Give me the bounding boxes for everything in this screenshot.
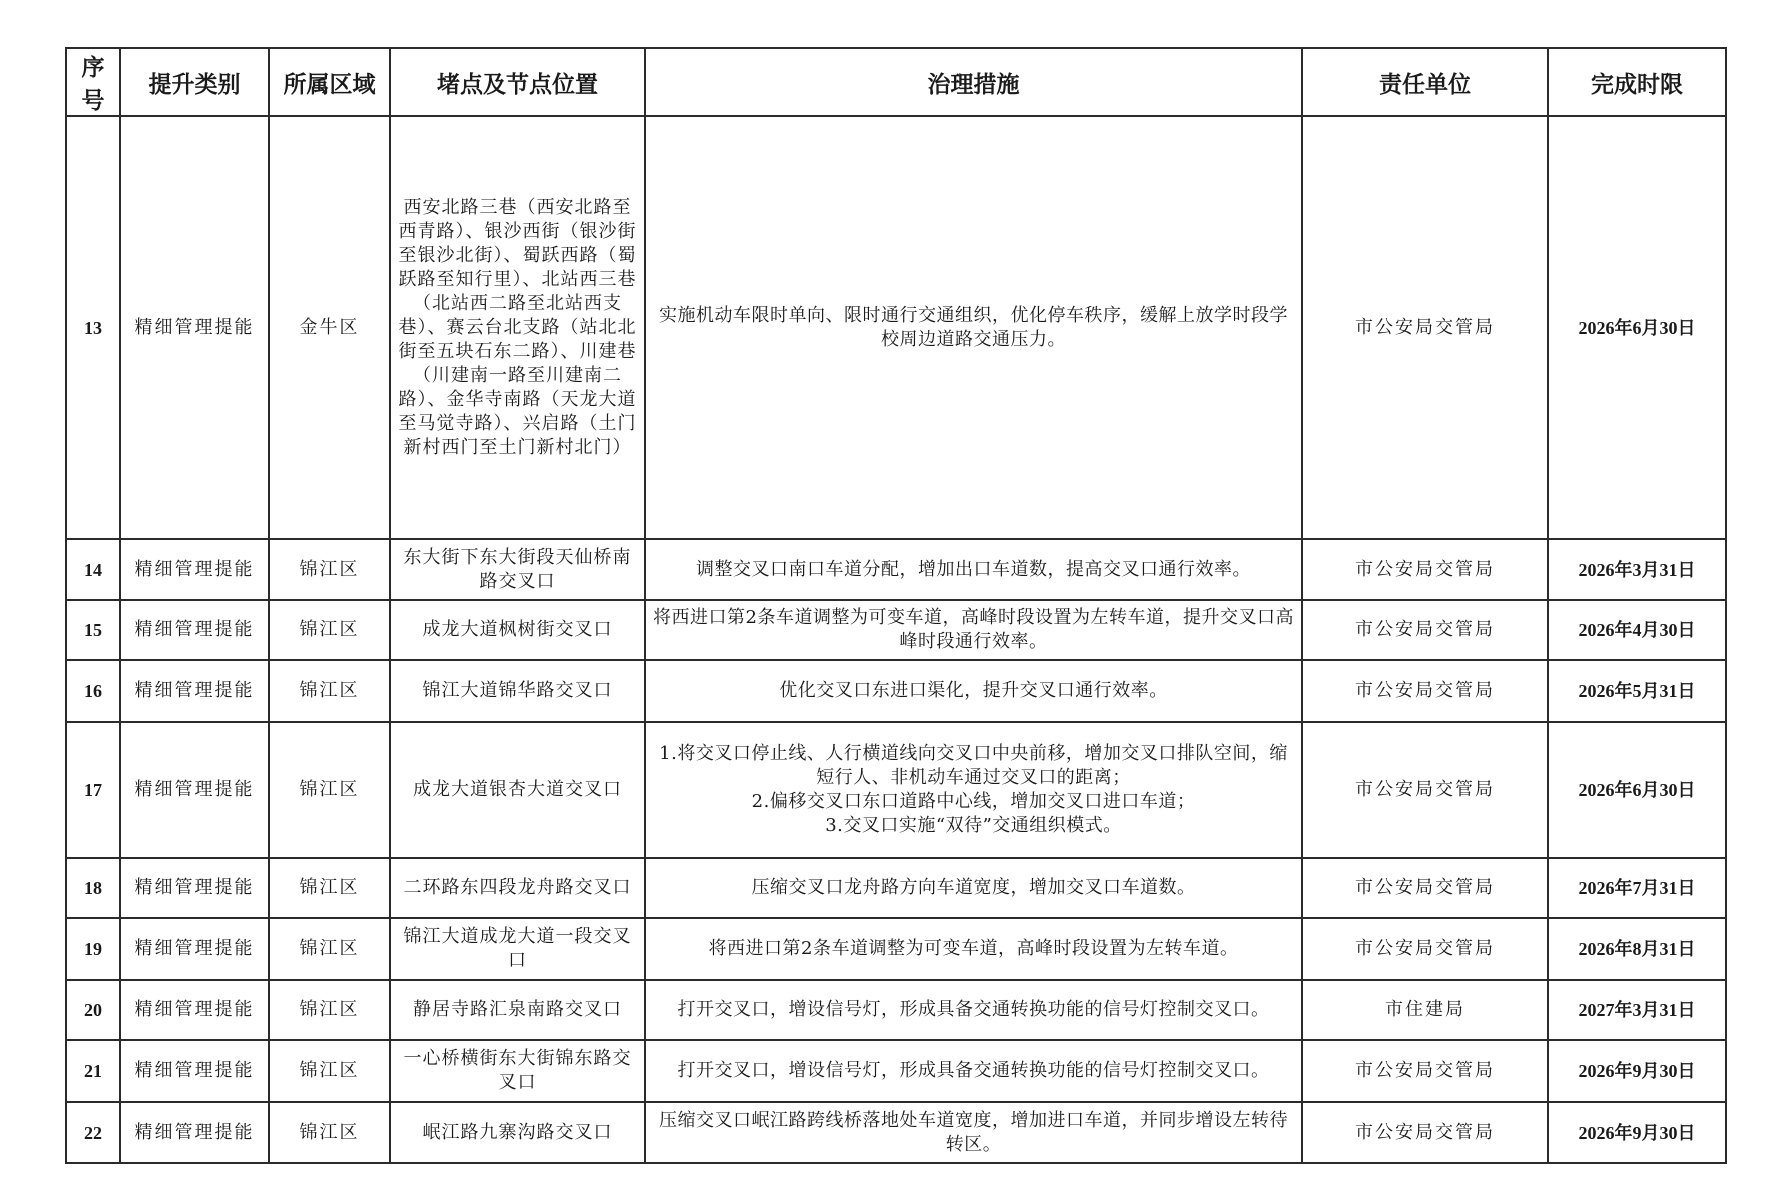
row-category: 精细管理提能 (120, 116, 269, 539)
table-row (66, 116, 1726, 539)
row-measures (645, 918, 1302, 980)
row-responsible-unit: 市公安局交管局 (1302, 858, 1548, 918)
row-category: 精细管理提能 (120, 1040, 269, 1102)
row-area: 锦江区 (269, 660, 390, 722)
table-row (66, 600, 1726, 660)
row-number: 14 (66, 539, 120, 600)
row-location: 东大街下东大街段天仙桥南路交叉口 (390, 539, 645, 600)
measure-line: 打开交叉口，增设信号灯，形成具备交通转换功能的信号灯控制交叉口。 (677, 999, 1270, 1020)
header-location: 堵点及节点位置 (390, 48, 645, 116)
table-row (66, 722, 1726, 858)
header-area: 所属区域 (269, 48, 390, 116)
row-area: 锦江区 (269, 722, 390, 858)
header-no: 序号 (66, 48, 120, 116)
row-category: 精细管理提能 (120, 539, 269, 600)
row-category: 精细管理提能 (120, 660, 269, 722)
row-category: 精细管理提能 (120, 858, 269, 918)
row-responsible-unit: 市公安局交管局 (1302, 600, 1548, 660)
table-row (66, 1040, 1726, 1102)
measure-line: 3.交叉口实施“双待”交通组织模式。 (825, 815, 1122, 836)
table-row (66, 539, 1726, 600)
header-row (66, 48, 1726, 116)
row-responsible-unit: 市公安局交管局 (1302, 1040, 1548, 1102)
governance-table (65, 47, 1727, 1164)
row-deadline: 2026年9月30日 (1548, 1040, 1726, 1102)
row-category: 精细管理提能 (120, 722, 269, 858)
table-row (66, 918, 1726, 980)
header-unit: 责任单位 (1302, 48, 1548, 116)
row-category: 精细管理提能 (120, 600, 269, 660)
row-location: 岷江路九寨沟路交叉口 (390, 1102, 645, 1163)
row-location: 锦江大道锦华路交叉口 (390, 660, 645, 722)
row-area: 锦江区 (269, 918, 390, 980)
row-number: 20 (66, 980, 120, 1040)
row-deadline: 2026年5月31日 (1548, 660, 1726, 722)
row-measures (645, 600, 1302, 660)
row-category: 精细管理提能 (120, 980, 269, 1040)
measure-line: 优化交叉口东进口渠化，提升交叉口通行效率。 (779, 680, 1168, 701)
row-area: 金牛区 (269, 116, 390, 539)
row-location: 二环路东四段龙舟路交叉口 (390, 858, 645, 918)
row-deadline: 2027年3月31日 (1548, 980, 1726, 1040)
row-responsible-unit: 市公安局交管局 (1302, 1102, 1548, 1163)
row-measures (645, 858, 1302, 918)
row-deadline: 2026年6月30日 (1548, 116, 1726, 539)
table-row (66, 858, 1726, 918)
row-deadline: 2026年9月30日 (1548, 1102, 1726, 1163)
row-location: 锦江大道成龙大道一段交叉口 (390, 918, 645, 980)
measure-line: 实施机动车限时单向、限时通行交通组织，优化停车秩序，缓解上放学时段学校周边道路交通压力。 (659, 304, 1288, 350)
row-responsible-unit: 市公安局交管局 (1302, 539, 1548, 600)
row-number: 16 (66, 660, 120, 722)
row-area: 锦江区 (269, 539, 390, 600)
row-measures (645, 980, 1302, 1040)
measure-line: 打开交叉口，增设信号灯，形成具备交通转换功能的信号灯控制交叉口。 (677, 1060, 1270, 1081)
table-row (66, 660, 1726, 722)
row-number: 17 (66, 722, 120, 858)
row-responsible-unit: 市住建局 (1302, 980, 1548, 1040)
row-deadline: 2026年3月31日 (1548, 539, 1726, 600)
row-category: 精细管理提能 (120, 1102, 269, 1163)
row-number: 15 (66, 600, 120, 660)
row-number: 21 (66, 1040, 120, 1102)
measure-line: 压缩交叉口龙舟路方向车道宽度，增加交叉口车道数。 (751, 877, 1196, 898)
measure-line: 将西进口第2条车道调整为可变车道，高峰时段设置为左转车道，提升交叉口高峰时段通行效率。 (653, 607, 1294, 652)
row-number: 13 (66, 116, 120, 539)
row-measures (645, 1040, 1302, 1102)
row-deadline: 2026年6月30日 (1548, 722, 1726, 858)
row-location: 静居寺路汇泉南路交叉口 (390, 980, 645, 1040)
row-location: 成龙大道银杏大道交叉口 (390, 722, 645, 858)
row-measures (645, 539, 1302, 600)
header-deadline: 完成时限 (1548, 48, 1726, 116)
row-category: 精细管理提能 (120, 918, 269, 980)
row-deadline: 2026年4月30日 (1548, 600, 1726, 660)
row-number: 19 (66, 918, 120, 980)
row-measures (645, 722, 1302, 858)
table-row (66, 1102, 1726, 1163)
row-number: 18 (66, 858, 120, 918)
row-measures (645, 116, 1302, 539)
measure-line: 2.偏移交叉口东口道路中心线，增加交叉口进口车道； (751, 791, 1196, 812)
measure-line: 压缩交叉口岷江路跨线桥落地处车道宽度，增加进口车道，并同步增设左转待转区。 (659, 1109, 1288, 1155)
row-deadline: 2026年8月31日 (1548, 918, 1726, 980)
row-measures (645, 1102, 1302, 1163)
header-measures: 治理措施 (645, 48, 1302, 116)
measure-line: 调整交叉口南口车道分配，增加出口车道数，提高交叉口通行效率。 (696, 558, 1251, 580)
row-area: 锦江区 (269, 1102, 390, 1163)
measure-line: 1.将交叉口停止线、人行横道线向交叉口中央前移，增加交叉口排队空间，缩短行人、非机动车通过交叉口的距离； (659, 743, 1288, 788)
table-row (66, 980, 1726, 1040)
row-responsible-unit: 市公安局交管局 (1302, 116, 1548, 539)
row-responsible-unit: 市公安局交管局 (1302, 918, 1548, 980)
header-category: 提升类别 (120, 48, 269, 116)
row-location: 成龙大道枫树街交叉口 (390, 600, 645, 660)
row-area: 锦江区 (269, 858, 390, 918)
row-area: 锦江区 (269, 980, 390, 1040)
row-responsible-unit: 市公安局交管局 (1302, 660, 1548, 722)
row-area: 锦江区 (269, 600, 390, 660)
row-number: 22 (66, 1102, 120, 1163)
row-measures (645, 660, 1302, 722)
row-deadline: 2026年7月31日 (1548, 858, 1726, 918)
row-responsible-unit: 市公安局交管局 (1302, 722, 1548, 858)
row-location: 一心桥横街东大街锦东路交叉口 (390, 1040, 645, 1102)
measure-line: 将西进口第2条车道调整为可变车道，高峰时段设置为左转车道。 (708, 938, 1239, 959)
row-area: 锦江区 (269, 1040, 390, 1102)
row-location: 西安北路三巷（西安北路至西青路）、银沙西街（银沙街至银沙北街）、蜀跃西路（蜀跃路至知行里）、北站西三巷（北站西二路至北站西支巷）、赛云台北支路（站北北街至五块石东二路）、川建巷（川建南一路至川建南二路）、金华寺南路（天龙大道至马觉寺路）、兴启路（土门新村西门至土门新村北门） (390, 116, 645, 539)
